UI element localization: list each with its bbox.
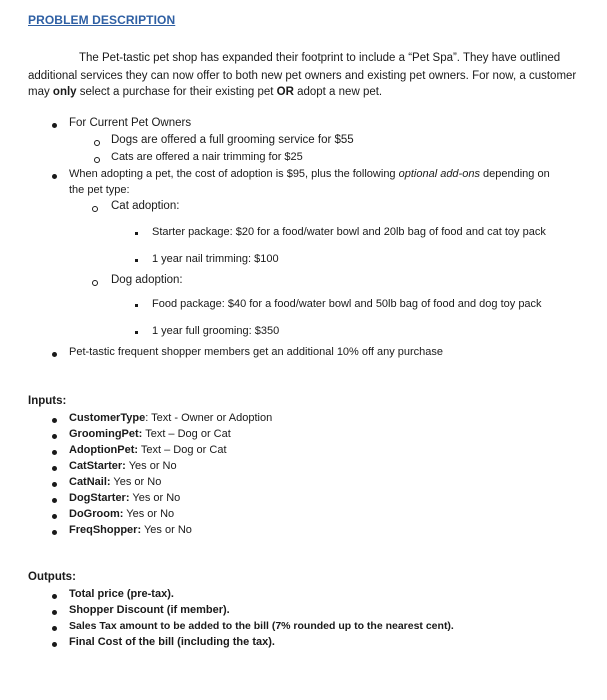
- output-item: Final Cost of the bill (including the tax).: [69, 636, 275, 648]
- circle-bullet-icon: [92, 280, 98, 286]
- square-bullet-icon: [135, 259, 138, 262]
- bullet-icon: [52, 498, 57, 503]
- intro-line-2: additional services they can now offer to both new pet owners and existing pet owners. For now, a customer: [28, 70, 577, 82]
- bullet-icon: [52, 418, 57, 423]
- adoption-line-1: When adopting a pet, the cost of adoption is $95, plus the following optional add-ons depending on: [69, 168, 550, 180]
- cat-adoption-title: Cat adoption:: [111, 200, 180, 212]
- bullet-icon: [52, 123, 57, 128]
- input-item: AdoptionPet: Text – Dog or Cat: [69, 444, 227, 456]
- inputs-title: Inputs:: [28, 395, 67, 407]
- bullet-icon: [52, 514, 57, 519]
- cat-starter-text: Starter package: $20 for a food/water bowl and 20lb bag of food and cat toy pack: [152, 226, 546, 238]
- dogs-grooming-text: Dogs are offered a full grooming service for $55: [111, 134, 354, 146]
- bullet-icon: [52, 450, 57, 455]
- square-bullet-icon: [135, 331, 138, 334]
- output-item: Sales Tax amount to be added to the bill (7% rounded up to the nearest cent).: [69, 620, 454, 632]
- cat-nail-text: 1 year nail trimming: $100: [152, 253, 279, 265]
- page-heading: PROBLEM DESCRIPTION: [28, 13, 176, 27]
- input-item: DogStarter: Yes or No: [69, 492, 181, 504]
- bullet-icon: [52, 530, 57, 535]
- input-item: CatNail: Yes or No: [69, 476, 162, 488]
- output-item: Shopper Discount (if member).: [69, 604, 230, 616]
- input-item: DoGroom: Yes or No: [69, 508, 175, 520]
- intro-line-1: The Pet-tastic pet shop has expanded their footprint to include a “Pet Spa”. They have outlined: [79, 52, 561, 64]
- input-item: FreqShopper: Yes or No: [69, 524, 192, 536]
- bullet-icon: [52, 610, 57, 615]
- output-item: Total price (pre-tax).: [69, 588, 174, 600]
- cats-trimming-text: Cats are offered a nair trimming for $25: [111, 151, 303, 163]
- square-bullet-icon: [135, 232, 138, 235]
- bullet-icon: [52, 352, 57, 357]
- bullet-icon: [52, 482, 57, 487]
- bullet-icon: [52, 642, 57, 647]
- square-bullet-icon: [135, 304, 138, 307]
- circle-bullet-icon: [92, 206, 98, 212]
- bullet-icon: [52, 174, 57, 179]
- input-item: CustomerType: Text - Owner or Adoption: [69, 412, 273, 424]
- circle-bullet-icon: [94, 157, 100, 163]
- adoption-line-2: the pet type:: [69, 184, 130, 196]
- bullet-icon: [52, 466, 57, 471]
- intro-line-3: may only select a purchase for their existing pet OR adopt a new pet.: [28, 86, 383, 98]
- input-item: CatStarter: Yes or No: [69, 460, 177, 472]
- input-item: GroomingPet: Text – Dog or Cat: [69, 428, 231, 440]
- dog-food-text: Food package: $40 for a food/water bowl and 50lb bag of food and dog toy pack: [152, 298, 542, 310]
- outputs-title: Outputs:: [28, 571, 76, 583]
- frequent-shopper-text: Pet-tastic frequent shopper members get an additional 10% off any purchase: [69, 346, 444, 358]
- bullet-icon: [52, 626, 57, 631]
- current-owners-title: For Current Pet Owners: [69, 117, 192, 129]
- circle-bullet-icon: [94, 140, 100, 146]
- bullet-icon: [52, 594, 57, 599]
- dog-groom-text: 1 year full grooming: $350: [152, 325, 280, 337]
- dog-adoption-title: Dog adoption:: [111, 274, 183, 286]
- bullet-icon: [52, 434, 57, 439]
